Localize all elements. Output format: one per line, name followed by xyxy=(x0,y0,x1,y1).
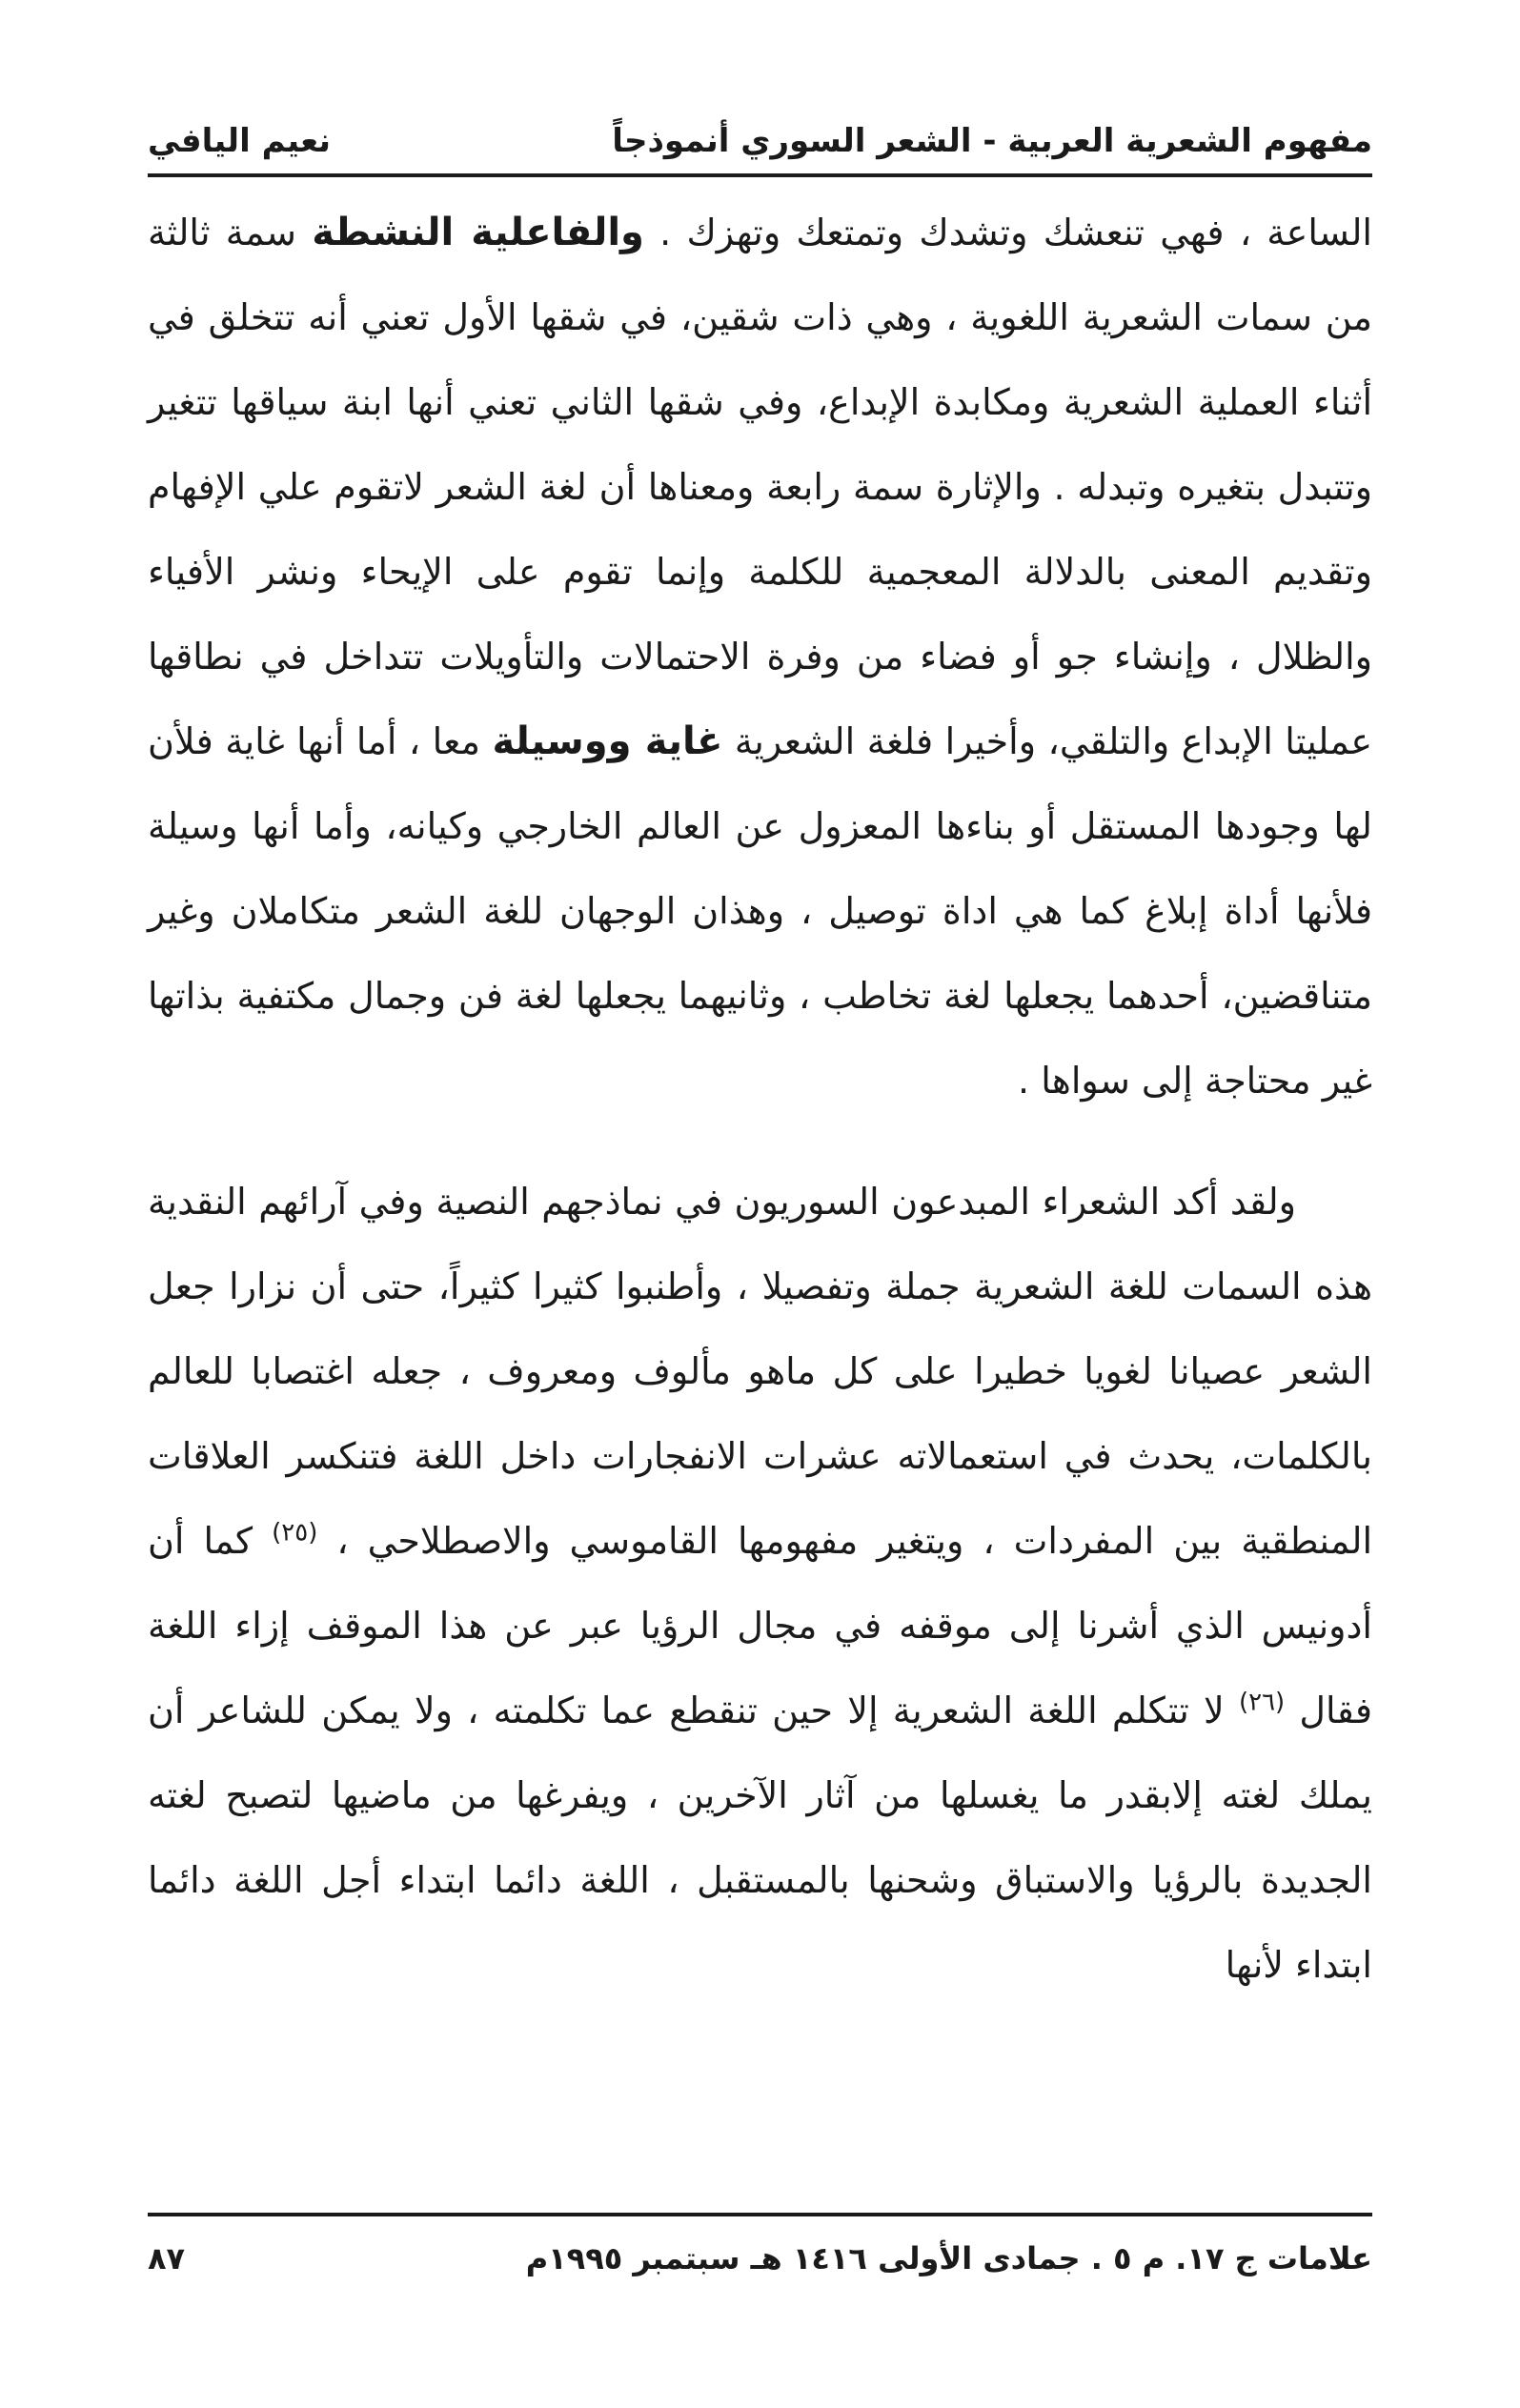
footer-divider xyxy=(148,2213,1372,2216)
footnote-ref-25: (٢٥) xyxy=(272,1518,318,1548)
footer-citation: علامات ج ١٧. م ٥ . جمادى الأولى ١٤١٦ هـ سبتمبر ١٩٩٥م xyxy=(525,2240,1372,2276)
paragraph-2-text-2: كما أن أدونيس الذي أشرنا إلى موقفه في مجال الرؤيا عبر عن هذا الموقف إزاء اللغة فقال xyxy=(148,1520,1373,1731)
header-title: مفهوم الشعرية العربية - الشعر السوري أنموذجاً xyxy=(612,122,1372,160)
header-divider xyxy=(148,173,1372,177)
paragraph-1 xyxy=(148,191,1372,1123)
paragraph-2-text-3: لا تتكلم اللغة الشعرية إلا حين تنقطع عما تكلمته ، ولا يمكن للشاعر أن يملك لغته إلابقدر ما يغسلها من آثار الآخرين ، ويفرغها من ماضيها لتصبح لغته الجديدة بالرؤيا والاستباق وشحنها بالمستقبل ، اللغة دائما ابتداء أجل اللغة دائما ابتداء لأنها xyxy=(148,1690,1372,1986)
paragraph-1-text-3: معا ، أما أنها غاية فلأن لها وجودها المستقل أو بناءها المعزول عن العالم الخارجي وكيانه، وأما أنها وسيلة فلأنها أداة إبلاغ كما هي اداة توصيل ، وهذان الوجهان للغة الشعر متكاملان وغير متناقضين، أحدهما يجعلها لغة تخاطب ، وثانيهما يجعلها لغة فن وجمال مكتفية بذاتها غير محتاجة إلى سواها . xyxy=(148,720,1372,1102)
emphasis-end-and-means: غاية ووسيلة xyxy=(492,719,723,763)
book-page xyxy=(148,0,1372,2408)
paragraph-1-text-1: الساعة ، فهي تنعشك وتشدك وتمتعك وتهزك . xyxy=(643,212,1372,253)
footnote-ref-26: (٢٦) xyxy=(1238,1688,1286,1717)
page-number: ٨٧ xyxy=(148,2240,186,2276)
header-author: نعيم اليافي xyxy=(148,122,332,160)
paragraph-2 xyxy=(148,1160,1372,2008)
page-footer xyxy=(148,2230,1372,2287)
running-header xyxy=(148,112,1372,170)
body-text xyxy=(148,191,1372,2008)
emphasis-active-effectiveness: والفاعلية النشطة xyxy=(312,211,644,254)
paragraph-2-text-1: ولقد أكد الشعراء المبدعون السوريون في نماذجهم النصية وفي آرائهم النقدية هذه السمات للغة الشعرية جملة وتفصيلا ، وأطنبوا كثيرا كثيراً، حتى أن نزارا جعل الشعر عصيانا لغويا خطيرا على كل ماهو مألوف ومعروف ، جعله اغتصابا للعالم بالكلمات، يحدث في استعمالاته عشرات الانفجارات داخل اللغة فتنكسر العلاقات المنطقية بين المفردات ، ويتغير مفهومها القاموسي والاصطلاحي ، xyxy=(148,1181,1372,1562)
paragraph-1-text-2: سمة ثالثة من سمات الشعرية اللغوية ، وهي ذات شقين، في شقها الأول تعني أنه تتخلق في أثناء العملية الشعرية ومكابدة الإبداع، وفي شقها الثاني تعني أنها ابنة سياقها تتغير وتتبدل بتغيره وتبدله . والإثارة سمة رابعة ومعناها أن لغة الشعر لاتقوم علي الإفهام وتقديم المعنى بالدلالة المعجمية للكلمة وإنما تقوم على الإيحاء ونشر الأفياء والظلال ، وإنشاء جو أو فضاء من وفرة الاحتمالات والتأويلات تتداخل في نطاقها عمليتا الإبداع والتلقي، وأخيرا فلغة الشعرية xyxy=(148,212,1372,762)
